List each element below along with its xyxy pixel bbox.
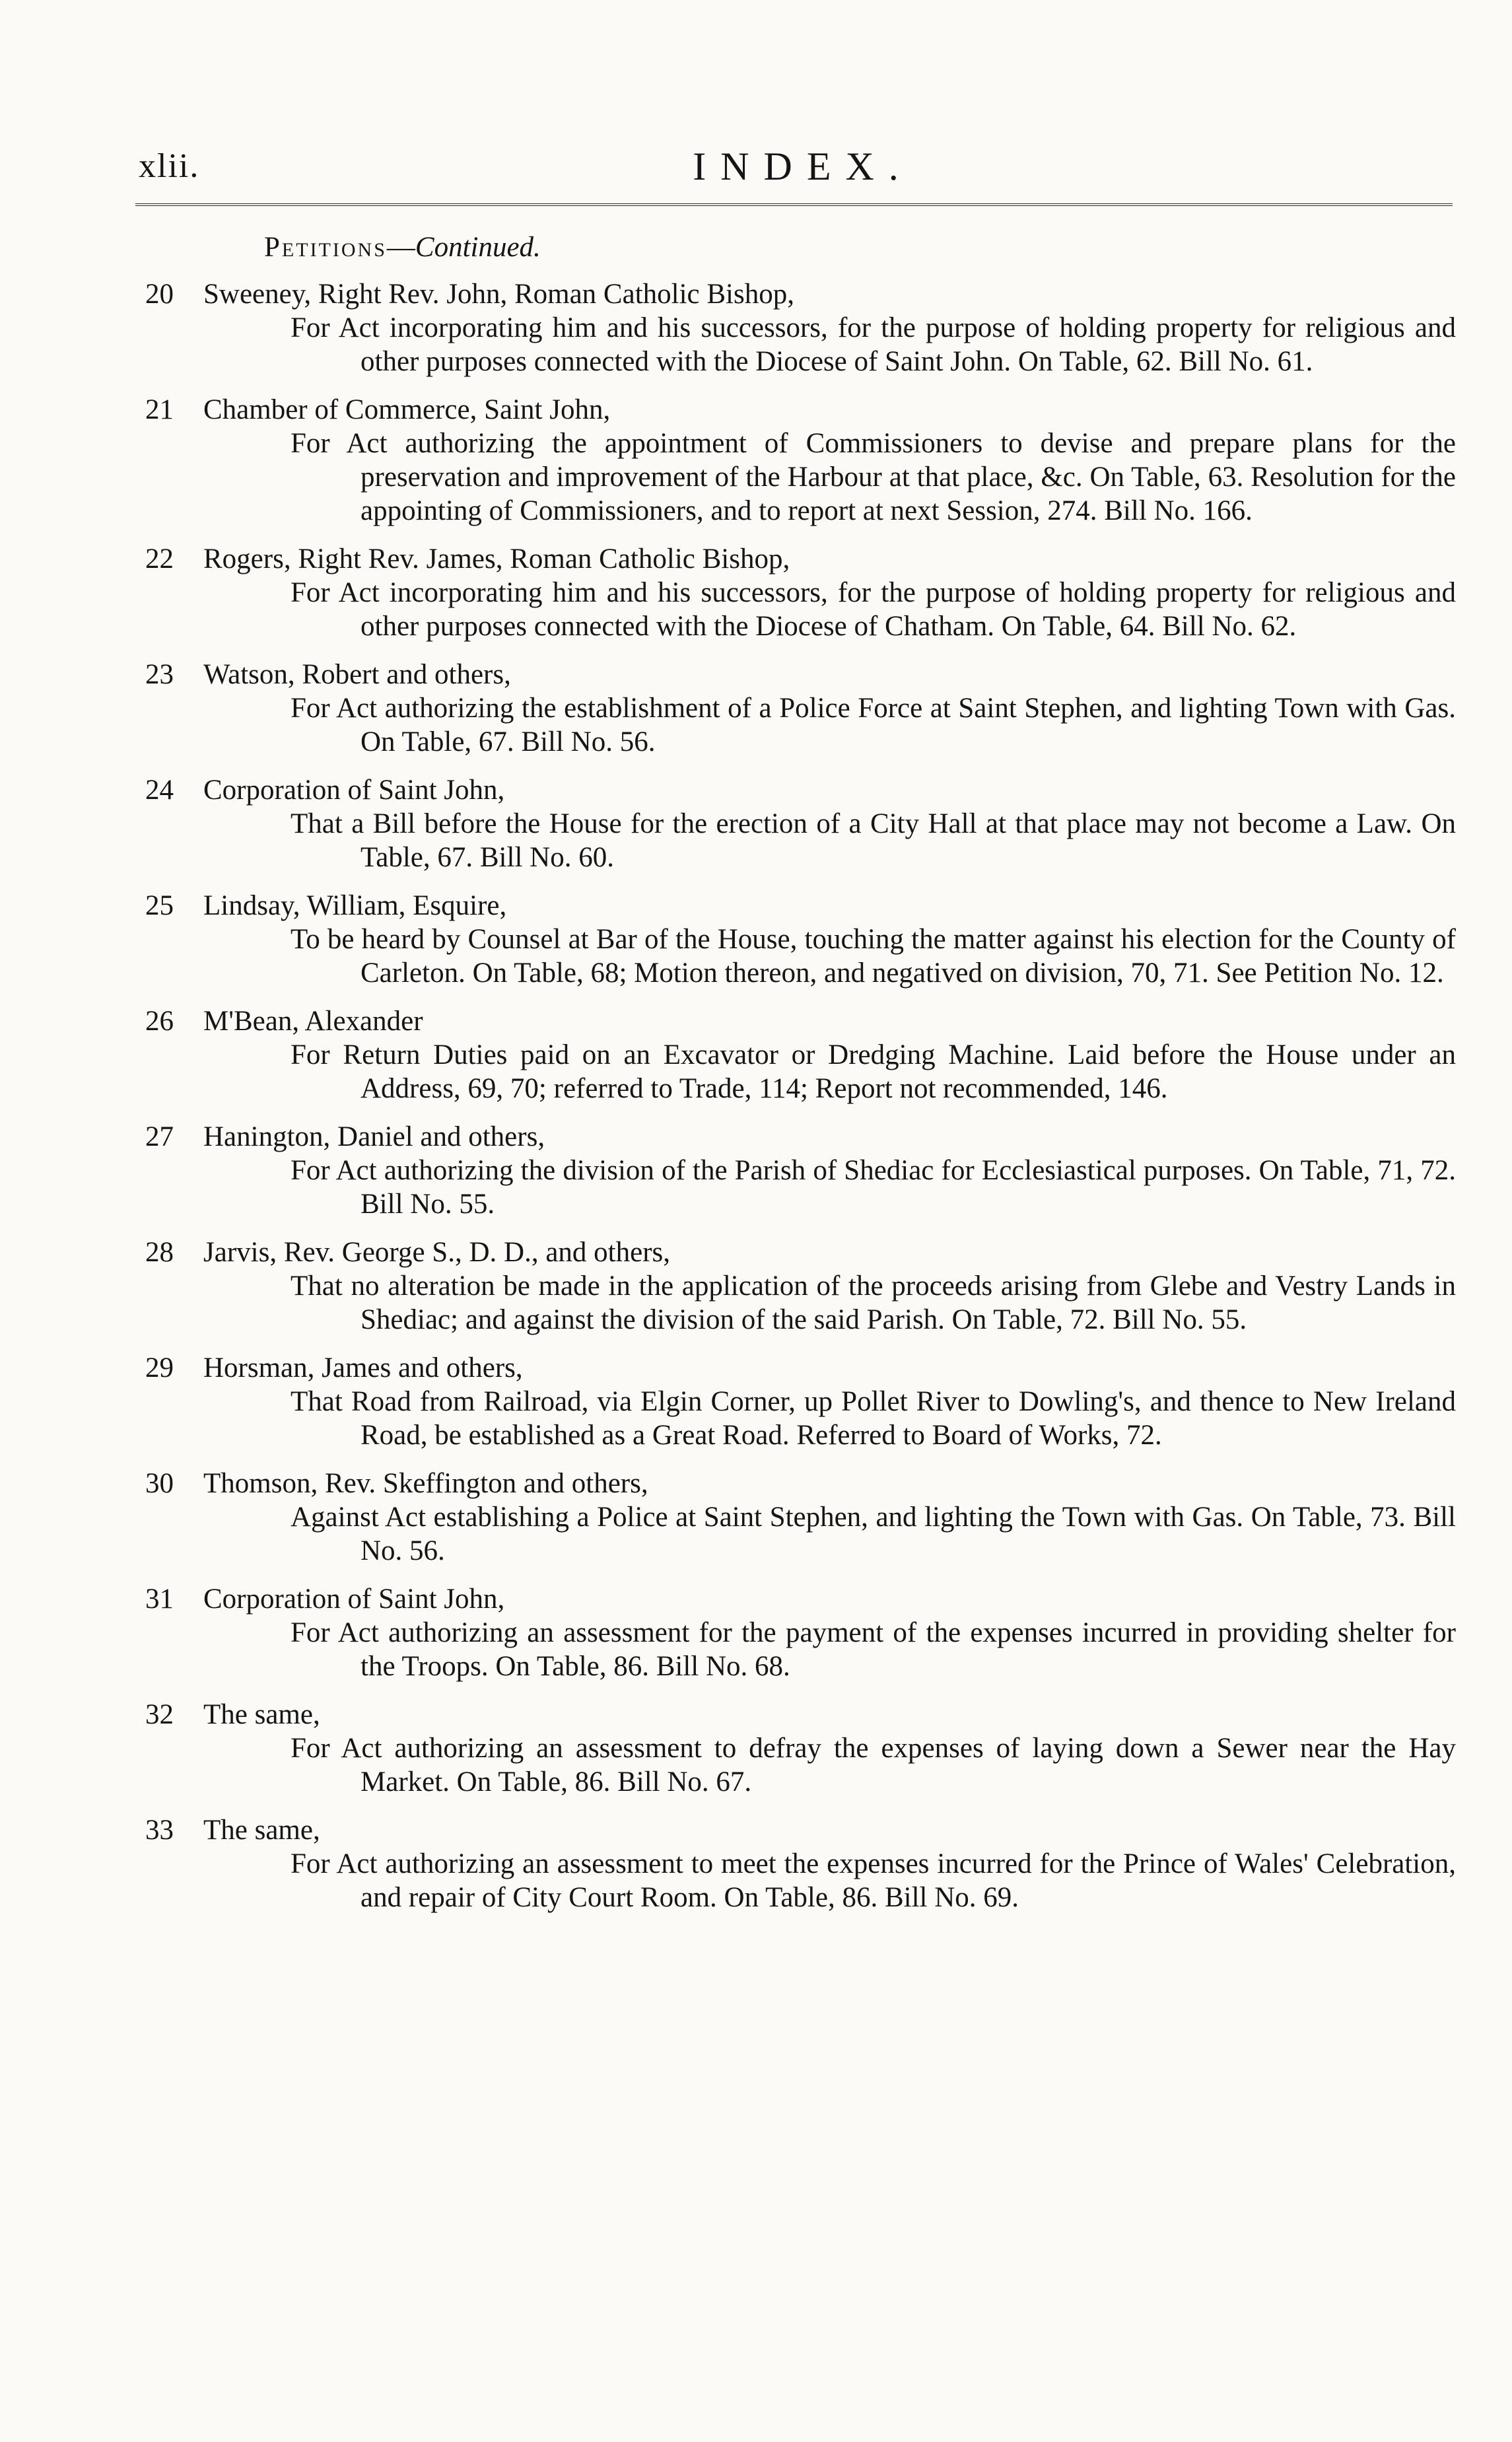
entry-number: 24: [145, 775, 174, 806]
index-entry: [145, 1004, 1456, 1105]
entry-petitioner: Corporation of Saint John,: [203, 775, 505, 806]
entry-number: 20: [145, 279, 174, 310]
entry-description: That a Bill before the House for the erection of a City Hall at that place may not become a Law. On Table, 67. Bill No. 60.: [291, 808, 1456, 873]
entry-description: For Act authorizing the appointment of Commissioners to devise and prepare plans for the preservation and improvement of the Harbour at that place, &c. On Table, 63. Resolution for the appointing of Commissioners, and to report at next Session, 274. Bill No. 166.: [291, 428, 1456, 526]
entry-number: 27: [145, 1121, 174, 1152]
section-heading-label: Petitions: [264, 232, 387, 263]
entry-description: That no alteration be made in the application of the proceeds arising from Glebe and Vestry Lands in Shediac; and against the division of the said Parish. On Table, 72. Bill No. 55.: [291, 1271, 1456, 1335]
section-heading-continued: Continued.: [415, 232, 541, 263]
entry-description: For Act authorizing the division of the Parish of Shediac for Ecclesiastical purposes. On Table, 71, 72. Bill No. 55.: [291, 1155, 1456, 1220]
page-title: INDEX.: [693, 145, 913, 188]
entry-petitioner: The same,: [203, 1815, 320, 1846]
entry-description: For Act incorporating him and his successors, for the purpose of holding property for religious and other purposes connected with the Diocese of Chatham. On Table, 64. Bill No. 62.: [291, 577, 1456, 642]
entry-petitioner: Thomson, Rev. Skeffington and others,: [203, 1468, 648, 1499]
section-heading-dash: —: [386, 232, 415, 263]
index-entry: [145, 1467, 1456, 1568]
index-entry: [145, 1582, 1456, 1683]
index-entry: [145, 1351, 1456, 1452]
entry-petitioner: Watson, Robert and others,: [203, 659, 511, 690]
entry-petitioner: Jarvis, Rev. George S., D. D., and others,: [203, 1237, 671, 1268]
entry-description: For Act authorizing an assessment for the payment of the expenses incurred in providing shelter for the Troops. On Table, 86. Bill No. 68.: [291, 1617, 1456, 1682]
entry-description: That Road from Railroad, via Elgin Corner, up Pollet River to Dowling's, and thence to New Ireland Road, be established as a Great Road. Referred to Board of Works, 72.: [291, 1386, 1456, 1451]
entry-number: 28: [145, 1237, 174, 1268]
index-entry: [145, 393, 1456, 528]
entry-petitioner: Rogers, Right Rev. James, Roman Catholic Bishop,: [203, 543, 790, 575]
index-entry: [145, 773, 1456, 874]
entry-description: For Act authorizing an assessment to defray the expenses of laying down a Sewer near the Hay Market. On Table, 86. Bill No. 67.: [291, 1733, 1456, 1797]
entry-petitioner: Horsman, James and others,: [203, 1352, 523, 1383]
section-heading: [264, 231, 541, 263]
entry-petitioner: Chamber of Commerce, Saint John,: [203, 394, 611, 425]
index-entry: [145, 1236, 1456, 1337]
entry-number: 25: [145, 890, 174, 921]
entry-description: To be heard by Counsel at Bar of the House, touching the matter against his election for the County of Carleton. On Table, 68; Motion thereon, and negatived on division, 70, 71. See Petition No. 12.: [291, 924, 1456, 989]
entry-number: 22: [145, 543, 174, 575]
index-entry: [145, 1813, 1456, 1914]
index-entry: [145, 1698, 1456, 1799]
entry-number: 31: [145, 1584, 174, 1615]
entry-petitioner: M'Bean, Alexander: [203, 1006, 423, 1037]
entry-number: 23: [145, 659, 174, 690]
page-header: [139, 147, 1453, 193]
entry-number: 30: [145, 1468, 174, 1499]
entry-number: 33: [145, 1815, 174, 1846]
entry-petitioner: The same,: [203, 1699, 320, 1730]
header-rule: [135, 203, 1453, 206]
index-entry: [145, 277, 1456, 378]
entry-description: For Act authorizing an assessment to meet the expenses incurred for the Prince of Wales' Celebration, and repair of City Court Room. On Table, 86. Bill No. 69.: [291, 1848, 1456, 1913]
entry-description: Against Act establishing a Police at Saint Stephen, and lighting the Town with Gas. On Table, 73. Bill No. 56.: [291, 1502, 1456, 1566]
entry-petitioner: Lindsay, William, Esquire,: [203, 890, 507, 921]
page-number: xlii.: [139, 147, 200, 185]
entry-petitioner: Sweeney, Right Rev. John, Roman Catholic Bishop,: [203, 279, 794, 310]
index-entry: [145, 1120, 1456, 1221]
entry-description: For Return Duties paid on an Excavator or Dredging Machine. Laid before the House under an Address, 69, 70; referred to Trade, 114; Report not recommended, 146.: [291, 1039, 1456, 1104]
entry-petitioner: Hanington, Daniel and others,: [203, 1121, 545, 1152]
index-entry: [145, 889, 1456, 990]
entry-description: For Act incorporating him and his successors, for the purpose of holding property for religious and other purposes connected with the Diocese of Saint John. On Table, 62. Bill No. 61.: [291, 312, 1456, 377]
index-entries: [145, 277, 1456, 1929]
entry-number: 32: [145, 1699, 174, 1730]
entry-petitioner: Corporation of Saint John,: [203, 1584, 505, 1615]
index-entry: [145, 542, 1456, 643]
index-entry: [145, 658, 1456, 759]
entry-number: 21: [145, 394, 174, 425]
entry-number: 26: [145, 1006, 174, 1037]
entry-number: 29: [145, 1352, 174, 1383]
entry-description: For Act authorizing the establishment of a Police Force at Saint Stephen, and lighting Town with Gas. On Table, 67. Bill No. 56.: [291, 693, 1456, 757]
